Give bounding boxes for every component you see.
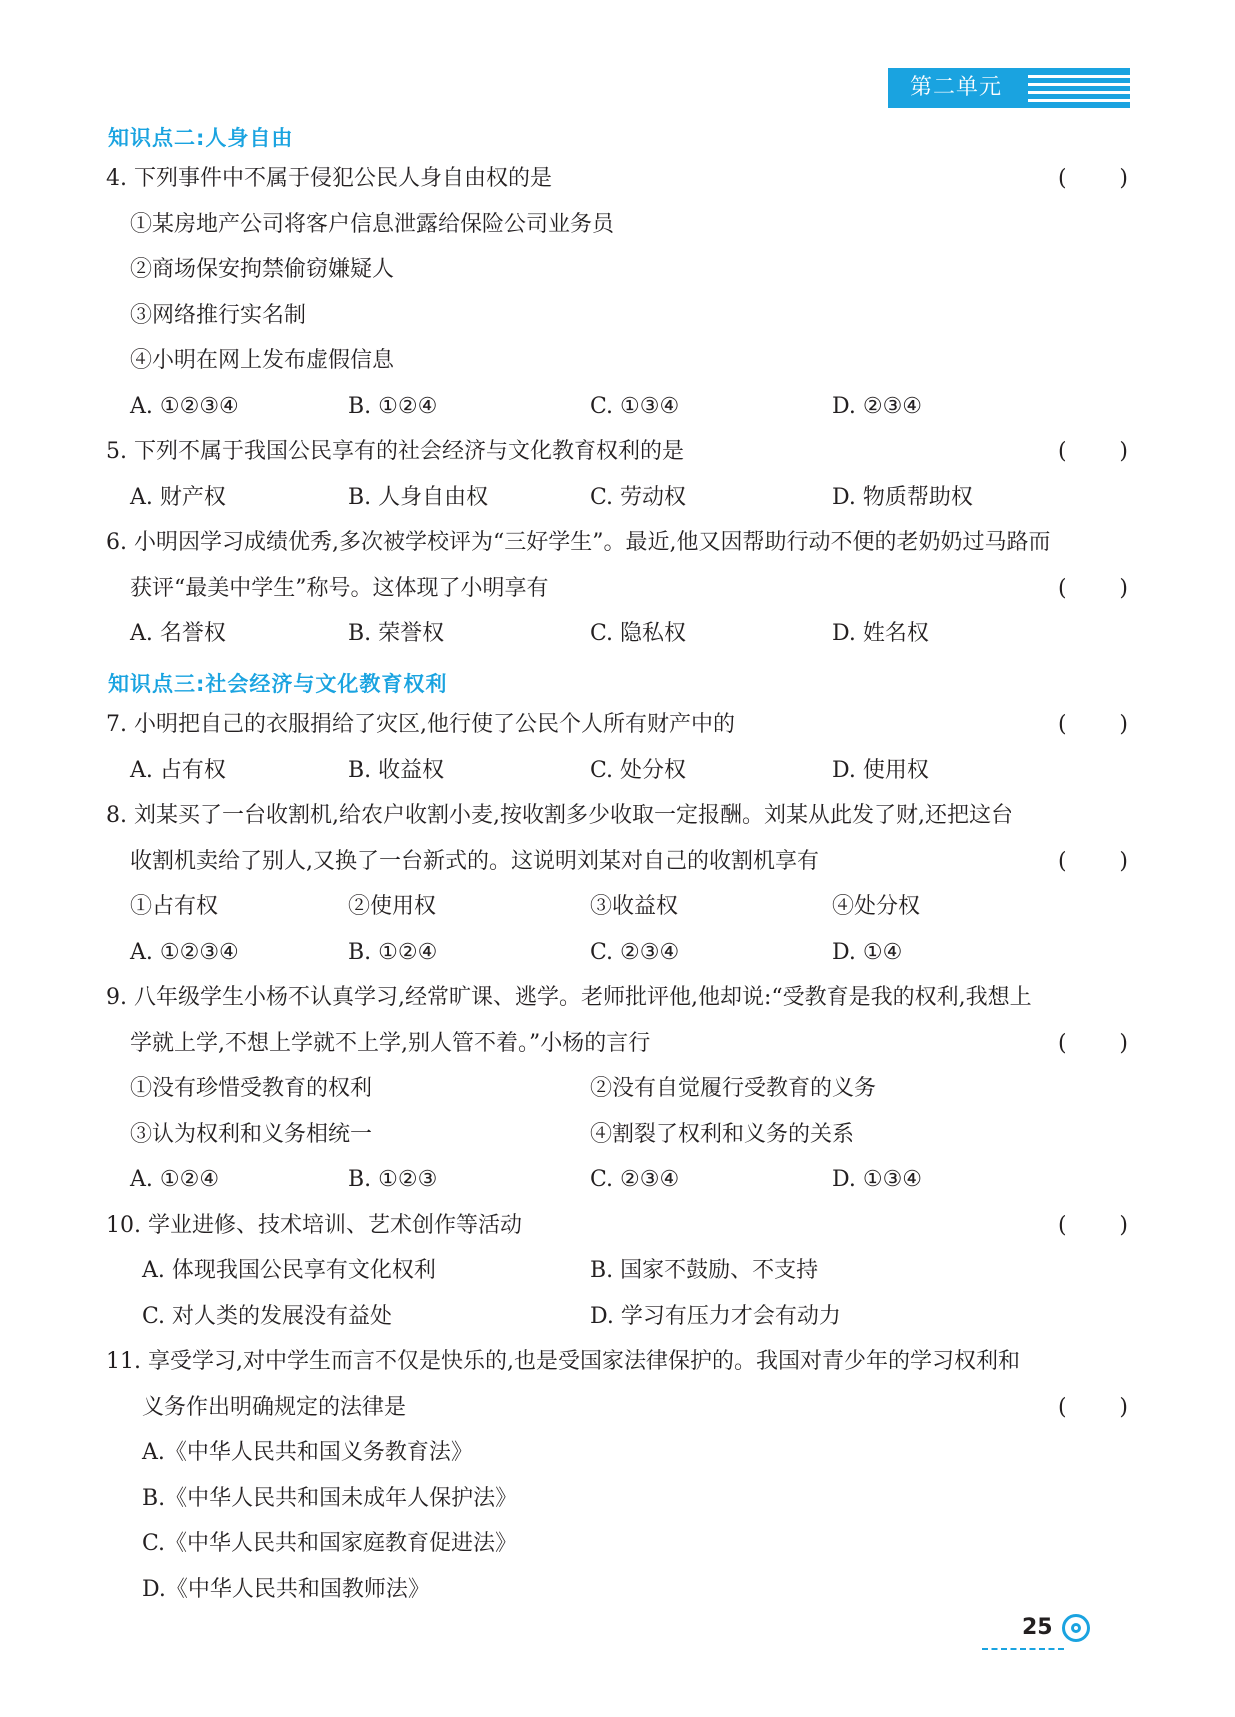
q8-item-3: ③收益权 [590,894,679,919]
unit-label: 第二单元 [888,68,1028,108]
q8-item-2: ②使用权 [348,894,437,919]
section-title-2: 知识点二:人身自由 [108,126,294,150]
q6-stem-line-1: 6. 小明因学习成绩优秀,多次被学校评为“三好学生”。最近,他又因帮助行动不便的老奶奶过马路而 [106,530,1051,555]
q9-item-1: ①没有珍惜受教育的权利 [130,1076,373,1101]
q9-stem-line-2: 学就上学,不想上学就不上学,别人管不着。”小杨的言行 [130,1031,651,1056]
q9-item-4: ④割裂了权利和义务的关系 [590,1122,855,1147]
q6-stem-line-2: 获评“最美中学生”称号。这体现了小明享有 [130,576,549,601]
q4-stem: 4. 下列事件中不属于侵犯公民人身自由权的是 [106,166,552,191]
q7-option-a: A. 占有权 [130,758,226,783]
q8-stem-line-1: 8. 刘某买了一台收割机,给农户收割小麦,按收割多少收取一定报酬。刘某从此发了财,还把这台 [106,803,1013,828]
q9-option-d: D. ①③④ [832,1167,923,1192]
section-title-3: 知识点三:社会经济与文化教育权利 [108,672,448,696]
q8-option-a: A. ①②③④ [130,940,239,965]
q8-option-b: B. ①②④ [348,940,438,965]
q6-option-c: C. 隐私权 [590,621,687,646]
q9-option-c: C. ②③④ [590,1167,680,1192]
q9-option-b: B. ①②③ [348,1167,438,1192]
page-number: 25 [1022,1615,1053,1640]
q5-option-c: C. 劳动权 [590,485,687,510]
q11-option-c: C.《中华人民共和国家庭教育促进法》 [142,1531,518,1556]
q7-option-c: C. 处分权 [590,758,687,783]
q10-option-b: B. 国家不鼓励、不支持 [590,1258,819,1283]
q4-item-2: ②商场保安拘禁偷窃嫌疑人 [130,257,395,282]
q8-item-4: ④处分权 [832,894,921,919]
q6-option-d: D. 姓名权 [832,621,929,646]
q7-stem: 7. 小明把自己的衣服捐给了灾区,他行使了公民个人所有财产中的 [106,712,735,737]
unit-tab [888,68,1130,108]
q9-option-a: A. ①②④ [130,1167,220,1192]
q5-stem: 5. 下列不属于我国公民享有的社会经济与文化教育权利的是 [106,439,684,464]
q4-item-4: ④小明在网上发布虚假信息 [130,348,395,373]
q7-option-d: D. 使用权 [832,758,929,783]
page: 第二单元 知识点二:人身自由 4. 下列事件中不属于侵犯公民人身自由权的是 ( ) ①某房地产公司将客户信息泄露给保险公司业务员 ②商场保安拘禁偷窃嫌疑人 ③网络推行实名制 ④小明在网上发布虚假信息 A. ①②③④ B. ①②④ C. ①③④ D. ②③④ 5. 下列不属于我国公民享有的社会经济与文化教育权利的是 ( ) A. 财产权 B. 人身自由权 C. 劳动权 D. 物质帮助权 6. 小明因学习成绩优秀,多次被学校评为“三好学生”。最近,他又因帮助行动不便的老奶奶过马路而 获评“最美中学生”称号。这体现了小明享有 ( ) A. 名誉权 B. 荣誉权 C. 隐私权 D. 姓名权 知识点三:社会经济与文化教育权利 7. 小明把自己的衣服捐给了灾区,他行使了公民个人所有财产中的 ( ) A. 占有权 B. 收益权 C. 处分权 D. 使用权 8. 刘某买了一台收割机,给农户收割小麦,按收割多少收取一定报酬。刘某从此发了财,还把这台 收割机卖给了别人,又换了一台新式的。这说明刘某对自己的收割机享有 ( ) ①占有权 ②使用权 ③收益权 ④处分权 A. ①②③④ B. ①②④ C. ②③④ D. ①④ 9. 八年级学生小杨不认真学习,经常旷课、逃学。老师批评他,他却说:“受教育是我的权利,我想上 学就上学,不想上学就不上学,别人管不着。”小杨的言行 ( ) ①没有珍惜受教育的权利 ②没有自觉履行受教育的义务 ③认为权利和义务相统一 ④割裂了权利和义务的关系 A. ①②④ B. ①②③ C. ②③④ D. ①③④ 10. 学业进修、技术培训、艺术创作等活动 ( ) A. 体现我国公民享有文化权利 B. 国家不鼓励、不支持 C. 对人类的发展没有益处 D. 学习有压力才会有动力 11. 享受学习,对中学生而言不仅是快乐的,也是受国家法律保护的。我国对青少年的学习权利和 义务作出明确规定的法律是 ( ) A.《中华人民共和国义务教育法》 B.《中华人民共和国未成年人保护法》 C.《中华人民共和国家庭教育促进法》 D.《中华人民共和国教师法》 25 [0,0,1235,1717]
q8-item-1: ①占有权 [130,894,219,919]
q4-item-3: ③网络推行实名制 [130,303,307,328]
target-circle-icon [1062,1614,1090,1642]
footer-dashed-line [982,1648,1064,1650]
q8-option-d: D. ①④ [832,940,903,965]
q9-item-2: ②没有自觉履行受教育的义务 [590,1076,877,1101]
q6-option-b: B. 荣誉权 [348,621,445,646]
q11-option-a: A.《中华人民共和国义务教育法》 [142,1440,473,1465]
q10-option-c: C. 对人类的发展没有益处 [142,1304,393,1329]
q4-option-b: B. ①②④ [348,394,438,419]
q9-stem-line-1: 9. 八年级学生小杨不认真学习,经常旷课、逃学。老师批评他,他却说:“受教育是我的权利,我想上 [106,985,1032,1010]
q10-option-d: D. 学习有压力才会有动力 [590,1304,841,1329]
q8-option-c: C. ②③④ [590,940,680,965]
q4-option-a: A. ①②③④ [130,394,239,419]
q10-option-a: A. 体现我国公民享有文化权利 [142,1258,436,1283]
q11-stem-line-2: 义务作出明确规定的法律是 [142,1395,407,1420]
q4-option-c: C. ①③④ [590,394,680,419]
q8-stem-line-2: 收割机卖给了别人,又换了一台新式的。这说明刘某对自己的收割机享有 [130,849,819,874]
q4-item-1: ①某房地产公司将客户信息泄露给保险公司业务员 [130,212,615,237]
q9-item-3: ③认为权利和义务相统一 [130,1122,373,1147]
q7-option-b: B. 收益权 [348,758,445,783]
q11-option-b: B.《中华人民共和国未成年人保护法》 [142,1486,518,1511]
q5-option-d: D. 物质帮助权 [832,485,973,510]
q6-option-a: A. 名誉权 [130,621,226,646]
q11-option-d: D.《中华人民共和国教师法》 [142,1577,430,1602]
q11-stem-line-1: 11. 享受学习,对中学生而言不仅是快乐的,也是受国家法律保护的。我国对青少年的学习权利和 [106,1349,1020,1374]
stripes-decoration [1028,68,1130,108]
q5-option-b: B. 人身自由权 [348,485,489,510]
q10-stem: 10. 学业进修、技术培训、艺术创作等活动 [106,1213,522,1238]
q5-option-a: A. 财产权 [130,485,226,510]
q4-option-d: D. ②③④ [832,394,923,419]
